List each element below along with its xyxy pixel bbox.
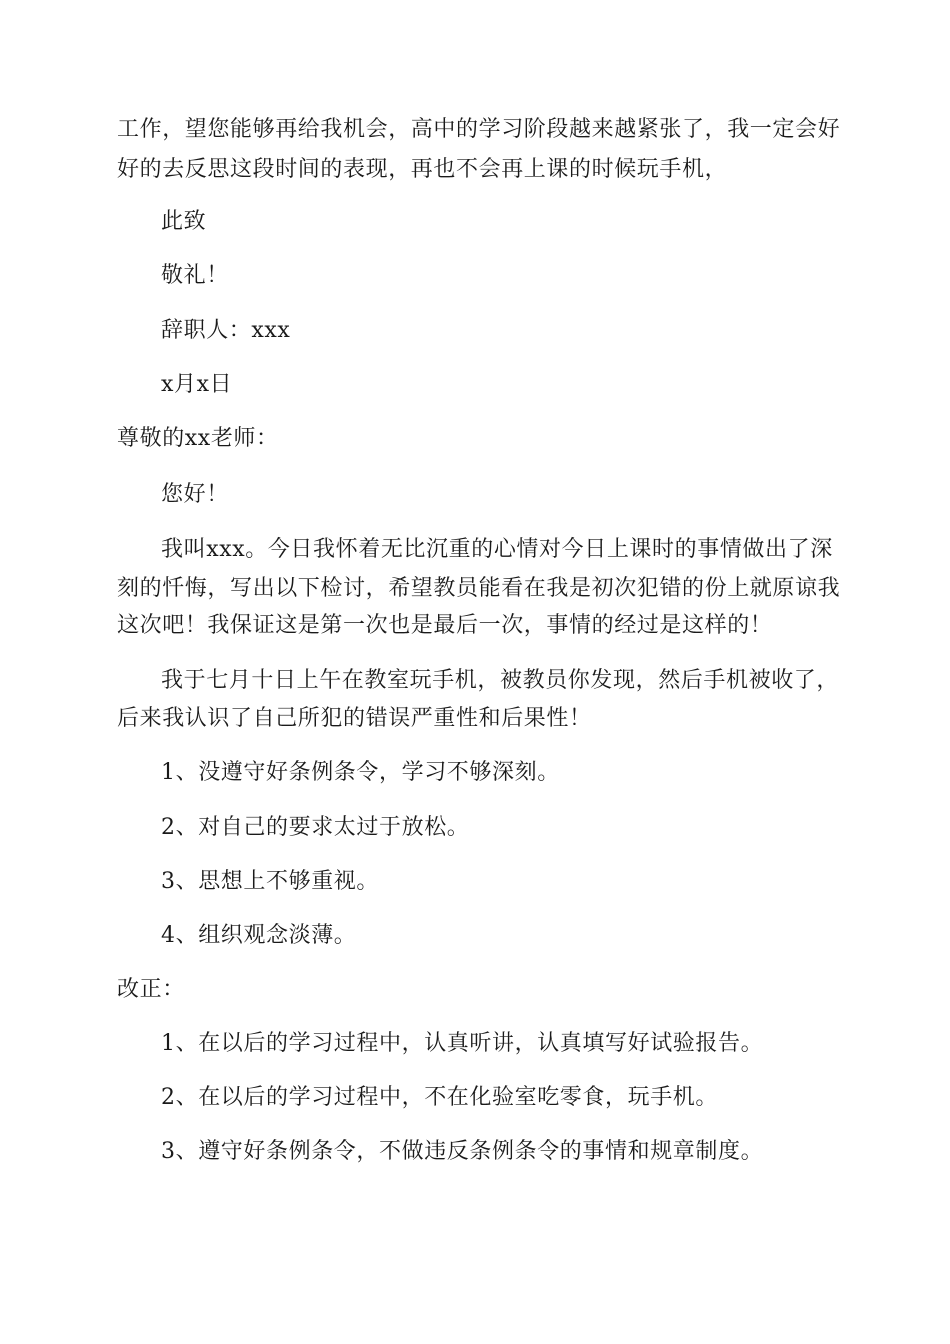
- fault-item-2: 2、对自己的要求太过于放松。: [161, 815, 470, 840]
- corrections-heading: 改正：: [117, 977, 185, 1002]
- paragraph-2-line-1: 我于七月十日上午在教室玩手机，被教员你发现，然后手机被收了，: [161, 668, 840, 693]
- greeting: 您好！: [161, 482, 229, 507]
- correction-item-1: 1、在以后的学习过程中，认真听讲，认真填写好试验报告。: [161, 1031, 764, 1056]
- fault-item-4: 4、组织观念淡薄。: [161, 923, 357, 948]
- closing-ci-zhi: 此致: [161, 209, 207, 234]
- fault-item-3: 3、思想上不够重视。: [161, 869, 379, 894]
- closing-jing-li: 敬礼！: [161, 263, 229, 288]
- salutation: 尊敬的xx老师：: [117, 426, 279, 451]
- paragraph-1-line-1: 我叫xxx。今日我怀着无比沉重的心情对今日上课时的事情做出了深: [161, 537, 833, 562]
- correction-item-2: 2、在以后的学习过程中，不在化验室吃零食，玩手机。: [161, 1085, 718, 1110]
- continuation-line-1: 工作，望您能够再给我机会，高中的学习阶段越来越紧张了，我一定会好: [117, 117, 841, 142]
- paragraph-2-line-2: 后来我认识了自己所犯的错误严重性和后果性！: [117, 706, 592, 731]
- paragraph-1-line-3: 这次吧！我保证这是第一次也是最后一次，事情的经过是这样的！: [117, 613, 773, 638]
- signer-line: 辞职人：xxx: [161, 318, 291, 343]
- date-line: x月x日: [161, 372, 233, 397]
- continuation-line-2: 好的去反思这段时间的表现，再也不会再上课的时候玩手机，: [117, 157, 728, 182]
- correction-item-3: 3、遵守好条例条令，不做违反条例条令的事情和规章制度。: [161, 1139, 764, 1164]
- fault-item-1: 1、没遵守好条例条令，学习不够深刻。: [161, 760, 560, 785]
- paragraph-1-line-2: 刻的忏悔，写出以下检讨，希望教员能看在我是初次犯错的份上就原谅我: [117, 576, 841, 601]
